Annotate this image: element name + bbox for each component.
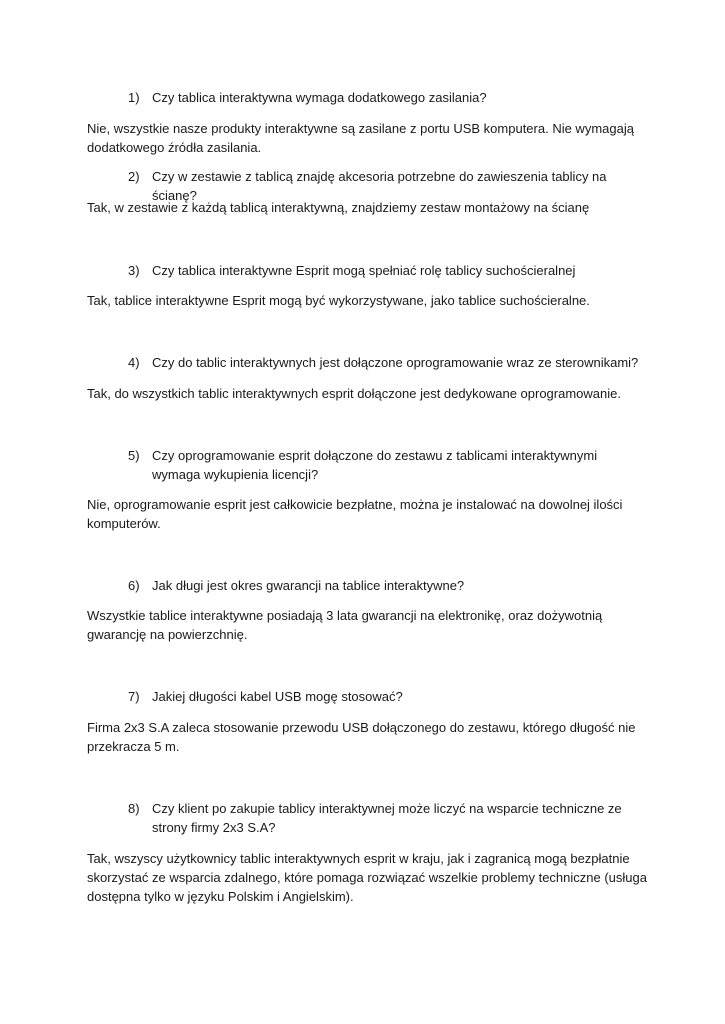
answer-6: Wszystkie tablice interaktywne posiadają 3 lata gwarancji na elektronikę, oraz dożywotnią gwarancję na powierzchnię. [87, 608, 603, 642]
answer-7: Firma 2x3 S.A zaleca stosowanie przewodu USB dołączonego do zestawu, którego długość nie przekracza 5 m. [87, 720, 636, 754]
question-number: 5) [128, 448, 140, 463]
question-number: 2) [128, 169, 140, 184]
question-number: 7) [128, 689, 140, 704]
question-1 [128, 88, 648, 107]
question-number: 1) [128, 90, 140, 105]
answer-4: Tak, do wszystkich tablic interaktywnych esprit dołączone jest dedykowane oprogramowanie. [87, 386, 621, 401]
question-number: 8) [128, 801, 140, 816]
answer-2: Tak, w zestawie z każdą tablicą interaktywną, znajdziemy zestaw montażowy na ścianę [87, 200, 590, 215]
answer-3: Tak, tablice interaktywne Esprit mogą być wykorzystywane, jako tablice suchościeralne. [87, 293, 590, 308]
question-8 [128, 799, 648, 837]
question-text: Czy tablica interaktywne Esprit mogą spełniać rolę tablicy suchościeralnej [152, 263, 576, 278]
question-7 [128, 687, 648, 706]
question-text: Jak długi jest okres gwarancji na tablice interaktywne? [152, 578, 465, 593]
question-4 [128, 353, 648, 372]
answer-8: Tak, wszyscy użytkownicy tablic interaktywnych esprit w kraju, jak i zagranicą mogą bezpłatnie skorzystać ze wsparcia zdalnego, które pomaga rozwiązać wszelkie problemy techniczne (usługa dostępna tylko w języku Polskim i Angielskim). [87, 851, 647, 904]
answer-5: Nie, oprogramowanie esprit jest całkowicie bezpłatne, można je instalować na dowolnej ilości komputerów. [87, 497, 623, 531]
question-number: 3) [128, 263, 140, 278]
question-text: Czy oprogramowanie esprit dołączone do zestawu z tablicami interaktywnymi wymaga wykupienia licencji? [152, 448, 598, 482]
question-number: 6) [128, 578, 140, 593]
question-text: Czy tablica interaktywna wymaga dodatkowego zasilania? [152, 90, 487, 105]
question-text: Czy do tablic interaktywnych jest dołączone oprogramowanie wraz ze sterownikami? [152, 355, 639, 370]
question-6 [128, 576, 648, 595]
question-text: Czy klient po zakupie tablicy interaktywnej może liczyć na wsparcie techniczne ze strony firmy 2x3 S.A? [152, 801, 622, 835]
question-text: Czy w zestawie z tablicą znajdę akcesoria potrzebne do zawieszenia tablicy na ścianę? [152, 169, 607, 203]
question-3 [128, 261, 648, 280]
answer-1: Nie, wszystkie nasze produkty interaktywne są zasilane z portu USB komputera. Nie wymagają dodatkowego źródła zasilania. [87, 121, 634, 155]
question-text: Jakiej długości kabel USB mogę stosować? [152, 689, 403, 704]
question-number: 4) [128, 355, 140, 370]
question-5 [128, 446, 648, 484]
